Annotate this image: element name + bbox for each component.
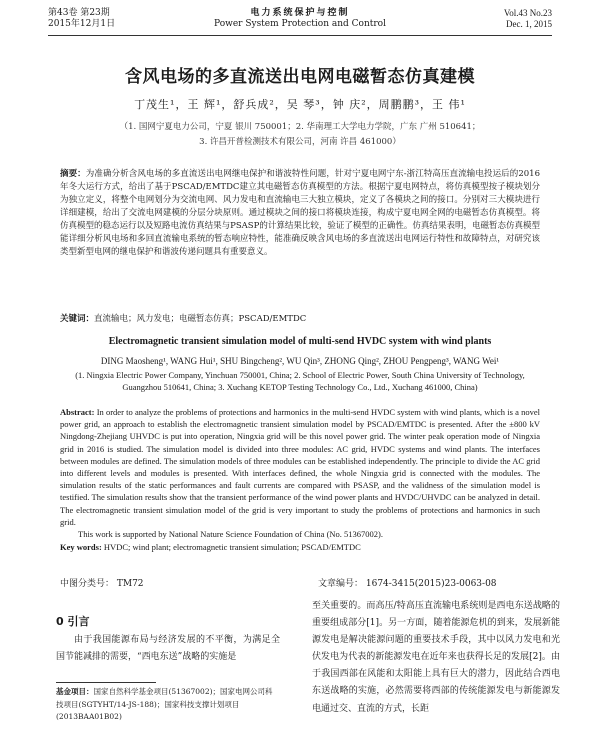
keywords-cn [60,313,540,326]
journal-name [48,8,552,30]
affiliations-en: (1. Ningxia Electric Power Company, Yinchuan 750001, China; 2. School of Electric Power, South China University of Technology, Guangzhou 510641, China; 3. Xuchang KETOP Testing Technology Co., Ltd., Xuchang 461000, China) [75,370,525,392]
keywords-en [60,541,540,553]
affiliation-line: （1. 国网宁夏电力公司，宁夏 银川 750001；2. 华南理工大学电力学院，广东 广州 510641； [119,122,481,132]
funding-footnote [56,686,280,724]
clc-number: 中图分类号： TM72 [60,579,144,589]
date-en: Dec. 1, 2015 [506,19,552,29]
keywords-cn-text: 直流输电；风力发电；电磁暂态仿真；PSCAD/EMTDC [94,314,307,324]
paper-title-en: Electromagnetic transient simulation model of multi-send HVDC system with wind plants [108,336,492,347]
date-cn: 2015年12月1日 [48,19,116,29]
support-note-en: This work is supported by National Nature Science Foundation of China (No. 51367002). [78,529,384,539]
authors-en: DING Maosheng¹, WANG Hui¹, SHU Bingcheng², WU Qin³, ZHONG Qing², ZHOU Pengpeng³, WANG Wei¹ [100,356,500,366]
document-code: 文章编号： 1674-3415(2015)23-0063-08 [318,579,497,589]
intro-paragraph-right: 至关重要的。而高压/特高压直流输电系统则是西电东送战略的重要组成部分[1]。另一方面，随着能源危机的到来，发展新能源发电是解决能源问题的重要技术手段，其中以风力发电和光伏发电为代表的新能源发电在近年来也获得长足的发展[2]。由于我国西部在风能和太阳能上具有巨大的潜力，因此结合西电东送战略的实施，必然需要将西部的传统能源发电与新能源发电通过交、直流的方式，长距 [312,601,560,714]
running-header [48,8,552,36]
paper-title-cn: 含风电场的多直流送出电网电磁暂态仿真建模 [125,67,475,87]
authors-cn: 丁茂生¹，王 辉¹，舒兵成²，吴 琴³，钟 庆²，周鹏鹏³，王 伟¹ [134,98,466,111]
abstract-en-label: Abstract: [60,407,95,417]
journal-volume [504,8,552,30]
intro-paragraph-left: 由于我国能源布局与经济发展的不平衡，为满足全国节能减排的需要，“西电东送”战略的实施是 [56,635,280,662]
abstract-cn-text: 为准确分析含风电场的多直流送出电网继电保护和谐波特性问题，针对宁夏电网宁东-浙江特高压直流输电投运后的2016年冬大运行方式，给出了基于PSCAD/EMTDC建立其电磁暂态仿真模型的方法。根据宁夏电网特点，将仿真模型按子模块划分为独立定义，将整个电网划分为交流电网、风力发电和直流输电三大独立模块，定义了各模块之间的接口。分别对三大模块进行详细建模，给出了交流电网建模的分层分块原则。通过模块之间的接口将模块连接，构成宁夏电网全网的电磁暂态仿真模型。将仿真模型的稳态运行以及短路电流仿真结果与PSASP的计算结果比较，验证了模型的正确性。仿真结果表明，电磁暂态仿真模型能详细分析风电场和多回直流输电系统的暂态响应特性，能准确反映含风电场的多直流送出电网运行特性和故障特点，对研究该类型新型电网的继电保护和谐波传递问题具有重要意义。 [60,169,540,257]
journal-name-en: Power System Protection and Control [214,19,386,29]
journal-name-cn: 电力系统保护与控制 [250,8,350,18]
section-heading-introduction: 0 引言 [56,615,90,628]
abstract-en [60,406,540,528]
keywords-en-text: HVDC; wind plant; electromagnetic transient simulation; PSCAD/EMTDC [103,542,361,552]
volume-issue-cn: 第43卷 第23期 [48,8,110,18]
abstract-cn-label: 摘要： [60,169,86,179]
abstract-cn [60,168,540,259]
funding-label: 基金项目： [56,687,94,696]
affiliation-line: 3. 许昌开普检测技术有限公司，河南 许昌 461000） [199,137,401,147]
abstract-en-text: In order to analyze the problems of protections and harmonics in the multi-send HVDC system with wind plants, which is a novel power grid, an approach to establish the electromagnetic transient simulation model by PSCAD/EMTDC is presented. After the ±800 kV Ningdong-Zhejiang UHVDC is put into operation, Ningxia grid will be this novel power grid. The winter peak operation mode of Ningxia grid in 2016 is studied. The simulation model is divided into three modules: AC grid, HVDC systems and wind plants. The interfaces between modules are defined. The simulation models of three modules can be established independently. The principle to divide the AC grid into different levels and modules is presented. With interfaces defined, the whole Ningxia grid is connected with the modules. The simulation results of the static performances and fault currents are compared with PSASP, and the validness of the simulation model is testified. The simulation results show that the transient performance of the wind power plants and HVDC/UHVDC can be analyzed in detail. The electromagnetic transient simulation model of the grid is very important to study the problems of protections and harmonics in such grid. [60,407,540,527]
funding-text: 国家自然科学基金项目(51367002)；国家电网公司科技项目(SGTYHT/14-JS-188)；国家科技支撑计划项目(2013BAA01B02) [56,687,273,721]
keywords-cn-label: 关键词： [60,314,95,324]
affiliations-cn [60,120,540,150]
footnote-rule [56,682,156,683]
keywords-en-label: Key words: [60,542,102,552]
volume-issue-en: Vol.43 No.23 [503,8,552,18]
